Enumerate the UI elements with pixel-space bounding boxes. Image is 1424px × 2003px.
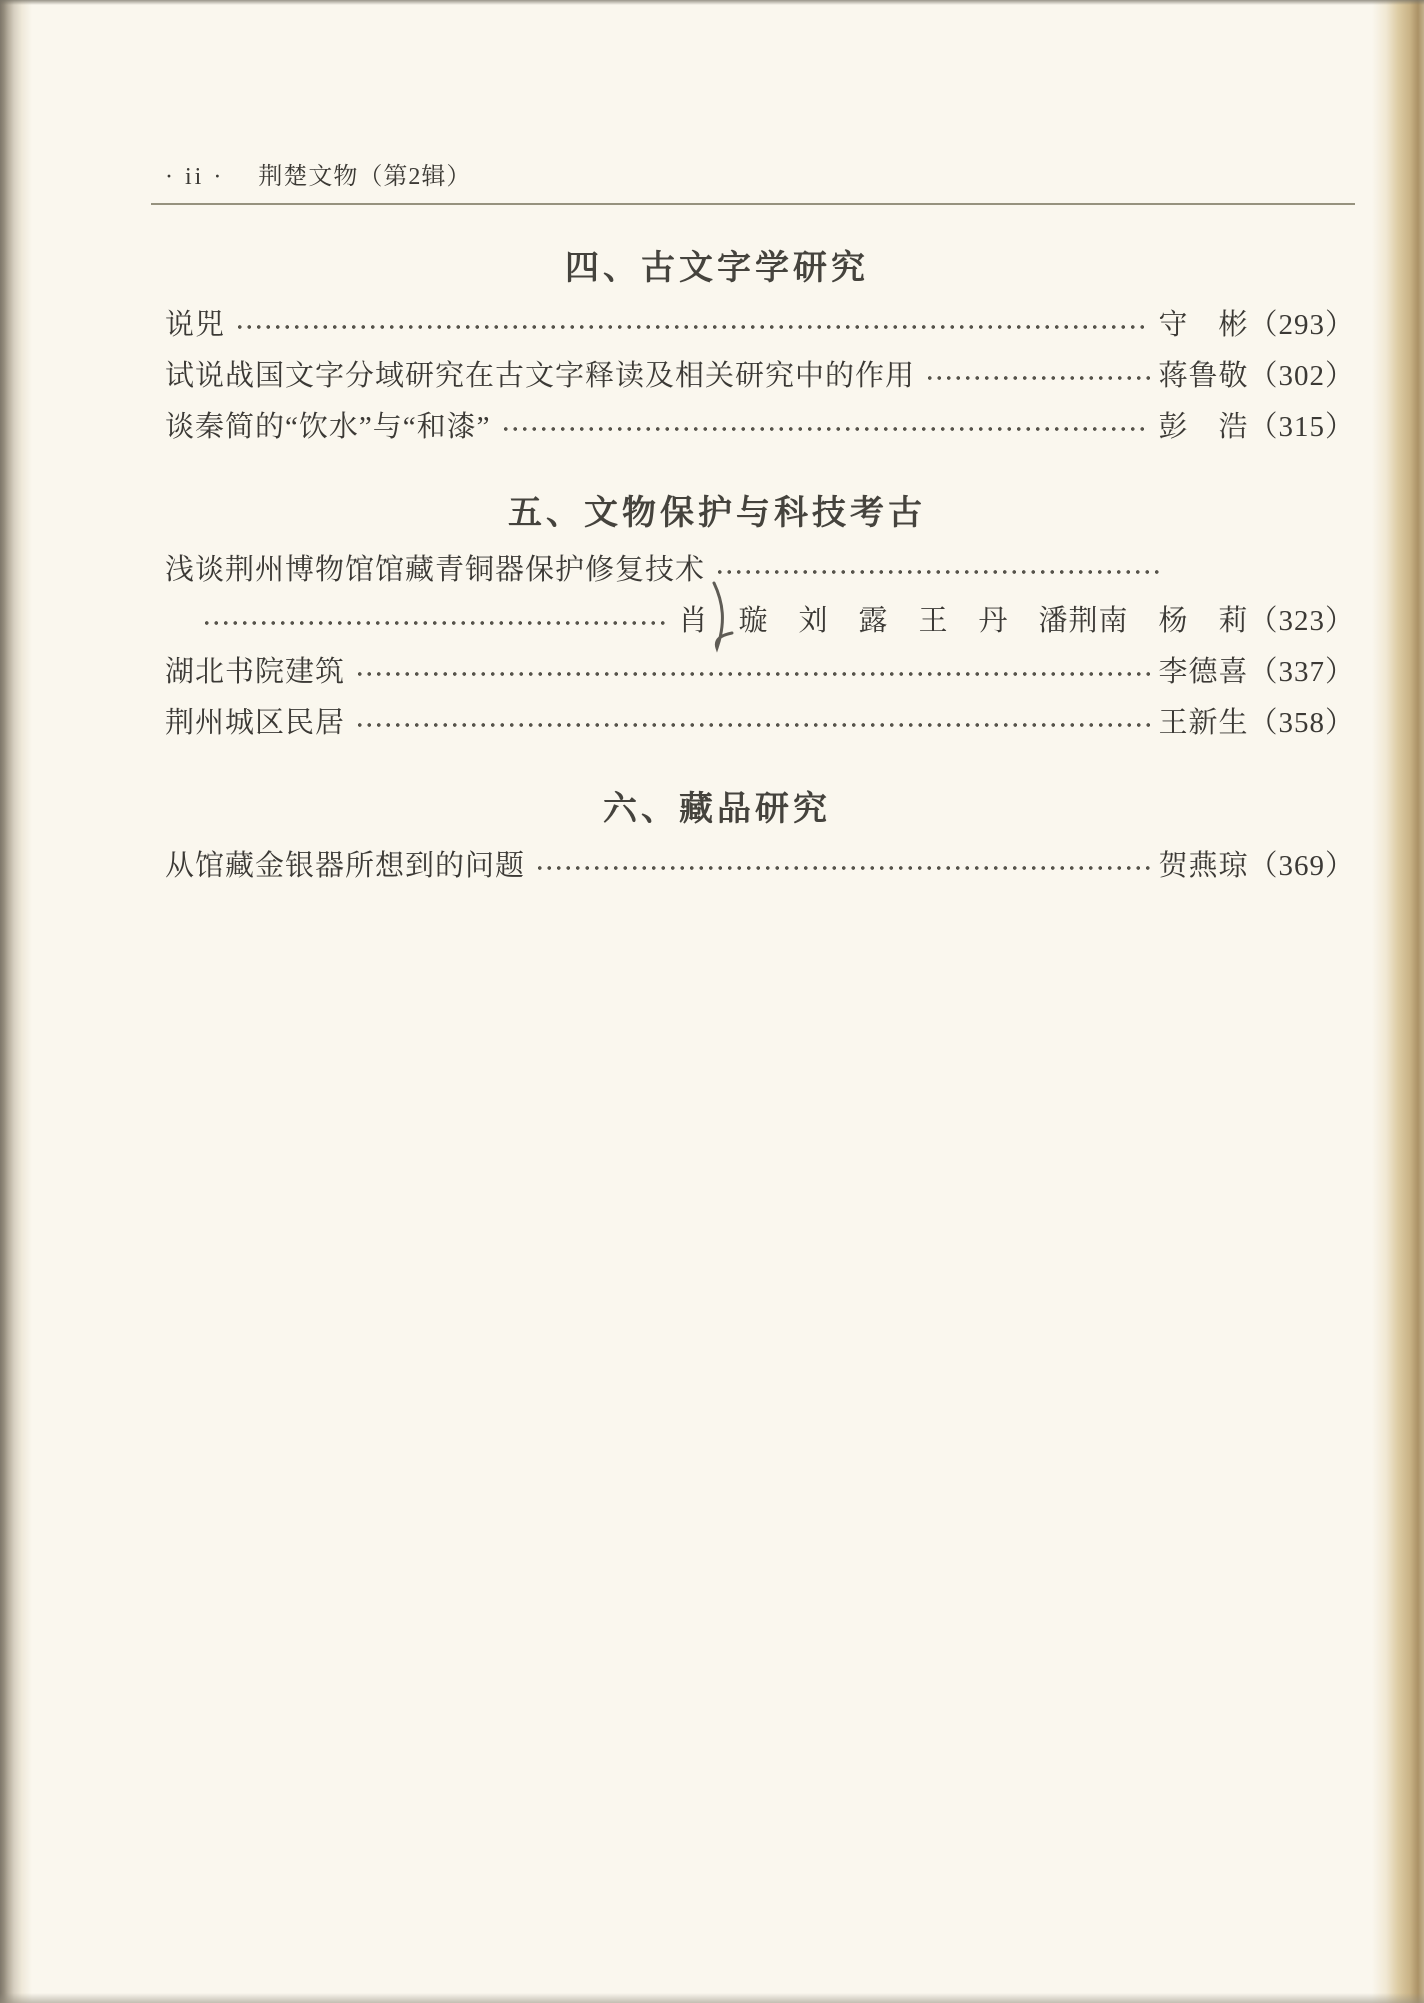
toc-entry <box>165 297 1355 348</box>
entry-end <box>678 598 1355 639</box>
leader-dots <box>353 668 1150 680</box>
leader-dots <box>499 423 1151 435</box>
toc-entry <box>165 644 1355 695</box>
section-heading: 四、古文字学研究 <box>565 249 869 287</box>
entry-end <box>1158 843 1355 884</box>
toc-entry <box>165 399 1355 450</box>
leader-dots <box>233 321 1150 333</box>
entry-title: 从馆藏金银器所想到的问题 <box>165 850 526 882</box>
entry-page-number: （337） <box>1248 656 1355 688</box>
toc-sections <box>165 249 1355 889</box>
entry-title: 说兕 <box>165 309 226 341</box>
entry-end <box>1158 404 1355 445</box>
entry-title: 谈秦简的“饮水”与“和漆” <box>165 411 491 443</box>
leader-dots <box>713 566 1163 578</box>
leader-dots <box>533 862 1150 874</box>
entry-authors: 守 彬 <box>1158 309 1249 341</box>
entry-authors: 彭 浩 <box>1158 411 1249 443</box>
toc-section <box>165 494 1355 746</box>
entry-end <box>1158 649 1355 690</box>
toc-entry <box>165 695 1355 746</box>
entry-authors: 肖 璇 刘 露 王 丹 潘荆南 杨 莉 <box>678 605 1249 637</box>
entry-page-number: （323） <box>1248 605 1355 637</box>
section-heading: 五、文物保护与科技考古 <box>508 494 926 532</box>
entry-title: 浅谈荆州博物馆馆藏青铜器保护修复技术 <box>165 554 706 586</box>
entry-end <box>1158 700 1355 741</box>
entry-page-number: （369） <box>1248 850 1355 882</box>
page-header <box>165 156 1355 191</box>
section-entries <box>165 542 1355 746</box>
section-heading: 六、藏品研究 <box>603 790 831 828</box>
scan-bottom-edge <box>0 1993 1424 2003</box>
toc-entry <box>165 838 1355 889</box>
section-entries <box>165 838 1355 889</box>
entry-page-number: （302） <box>1248 360 1355 392</box>
header-divider <box>151 203 1355 205</box>
entry-title: 试说战国文字分域研究在古文字释读及相关研究中的作用 <box>165 360 916 392</box>
entry-authors: 蒋鲁敬 <box>1158 360 1249 392</box>
book-title: 荆楚文物（第2辑） <box>258 164 472 190</box>
toc-entry <box>165 542 1355 593</box>
toc-entry-continuation <box>165 593 1355 644</box>
section-entries <box>165 297 1355 450</box>
entry-authors: 王新生 <box>1158 707 1249 739</box>
page-number-marker: · ii · <box>165 164 225 190</box>
entry-title: 荆州城区民居 <box>165 707 346 739</box>
leader-dots <box>200 617 670 629</box>
toc-entry <box>165 348 1355 399</box>
entry-authors: 李德喜 <box>1158 656 1249 688</box>
entry-authors: 贺燕琼 <box>1158 850 1249 882</box>
entry-end <box>1158 353 1355 394</box>
entry-title: 湖北书院建筑 <box>165 656 346 688</box>
entry-page-number: （293） <box>1248 309 1355 341</box>
entry-page-number: （358） <box>1248 707 1355 739</box>
toc-section <box>165 249 1355 450</box>
leader-dots <box>353 719 1150 731</box>
entry-end <box>1158 302 1355 343</box>
leader-dots <box>923 372 1150 384</box>
pen-mark-icon <box>698 580 744 658</box>
entry-page-number: （315） <box>1248 411 1355 443</box>
toc-content <box>0 0 1424 889</box>
toc-section <box>165 790 1355 889</box>
